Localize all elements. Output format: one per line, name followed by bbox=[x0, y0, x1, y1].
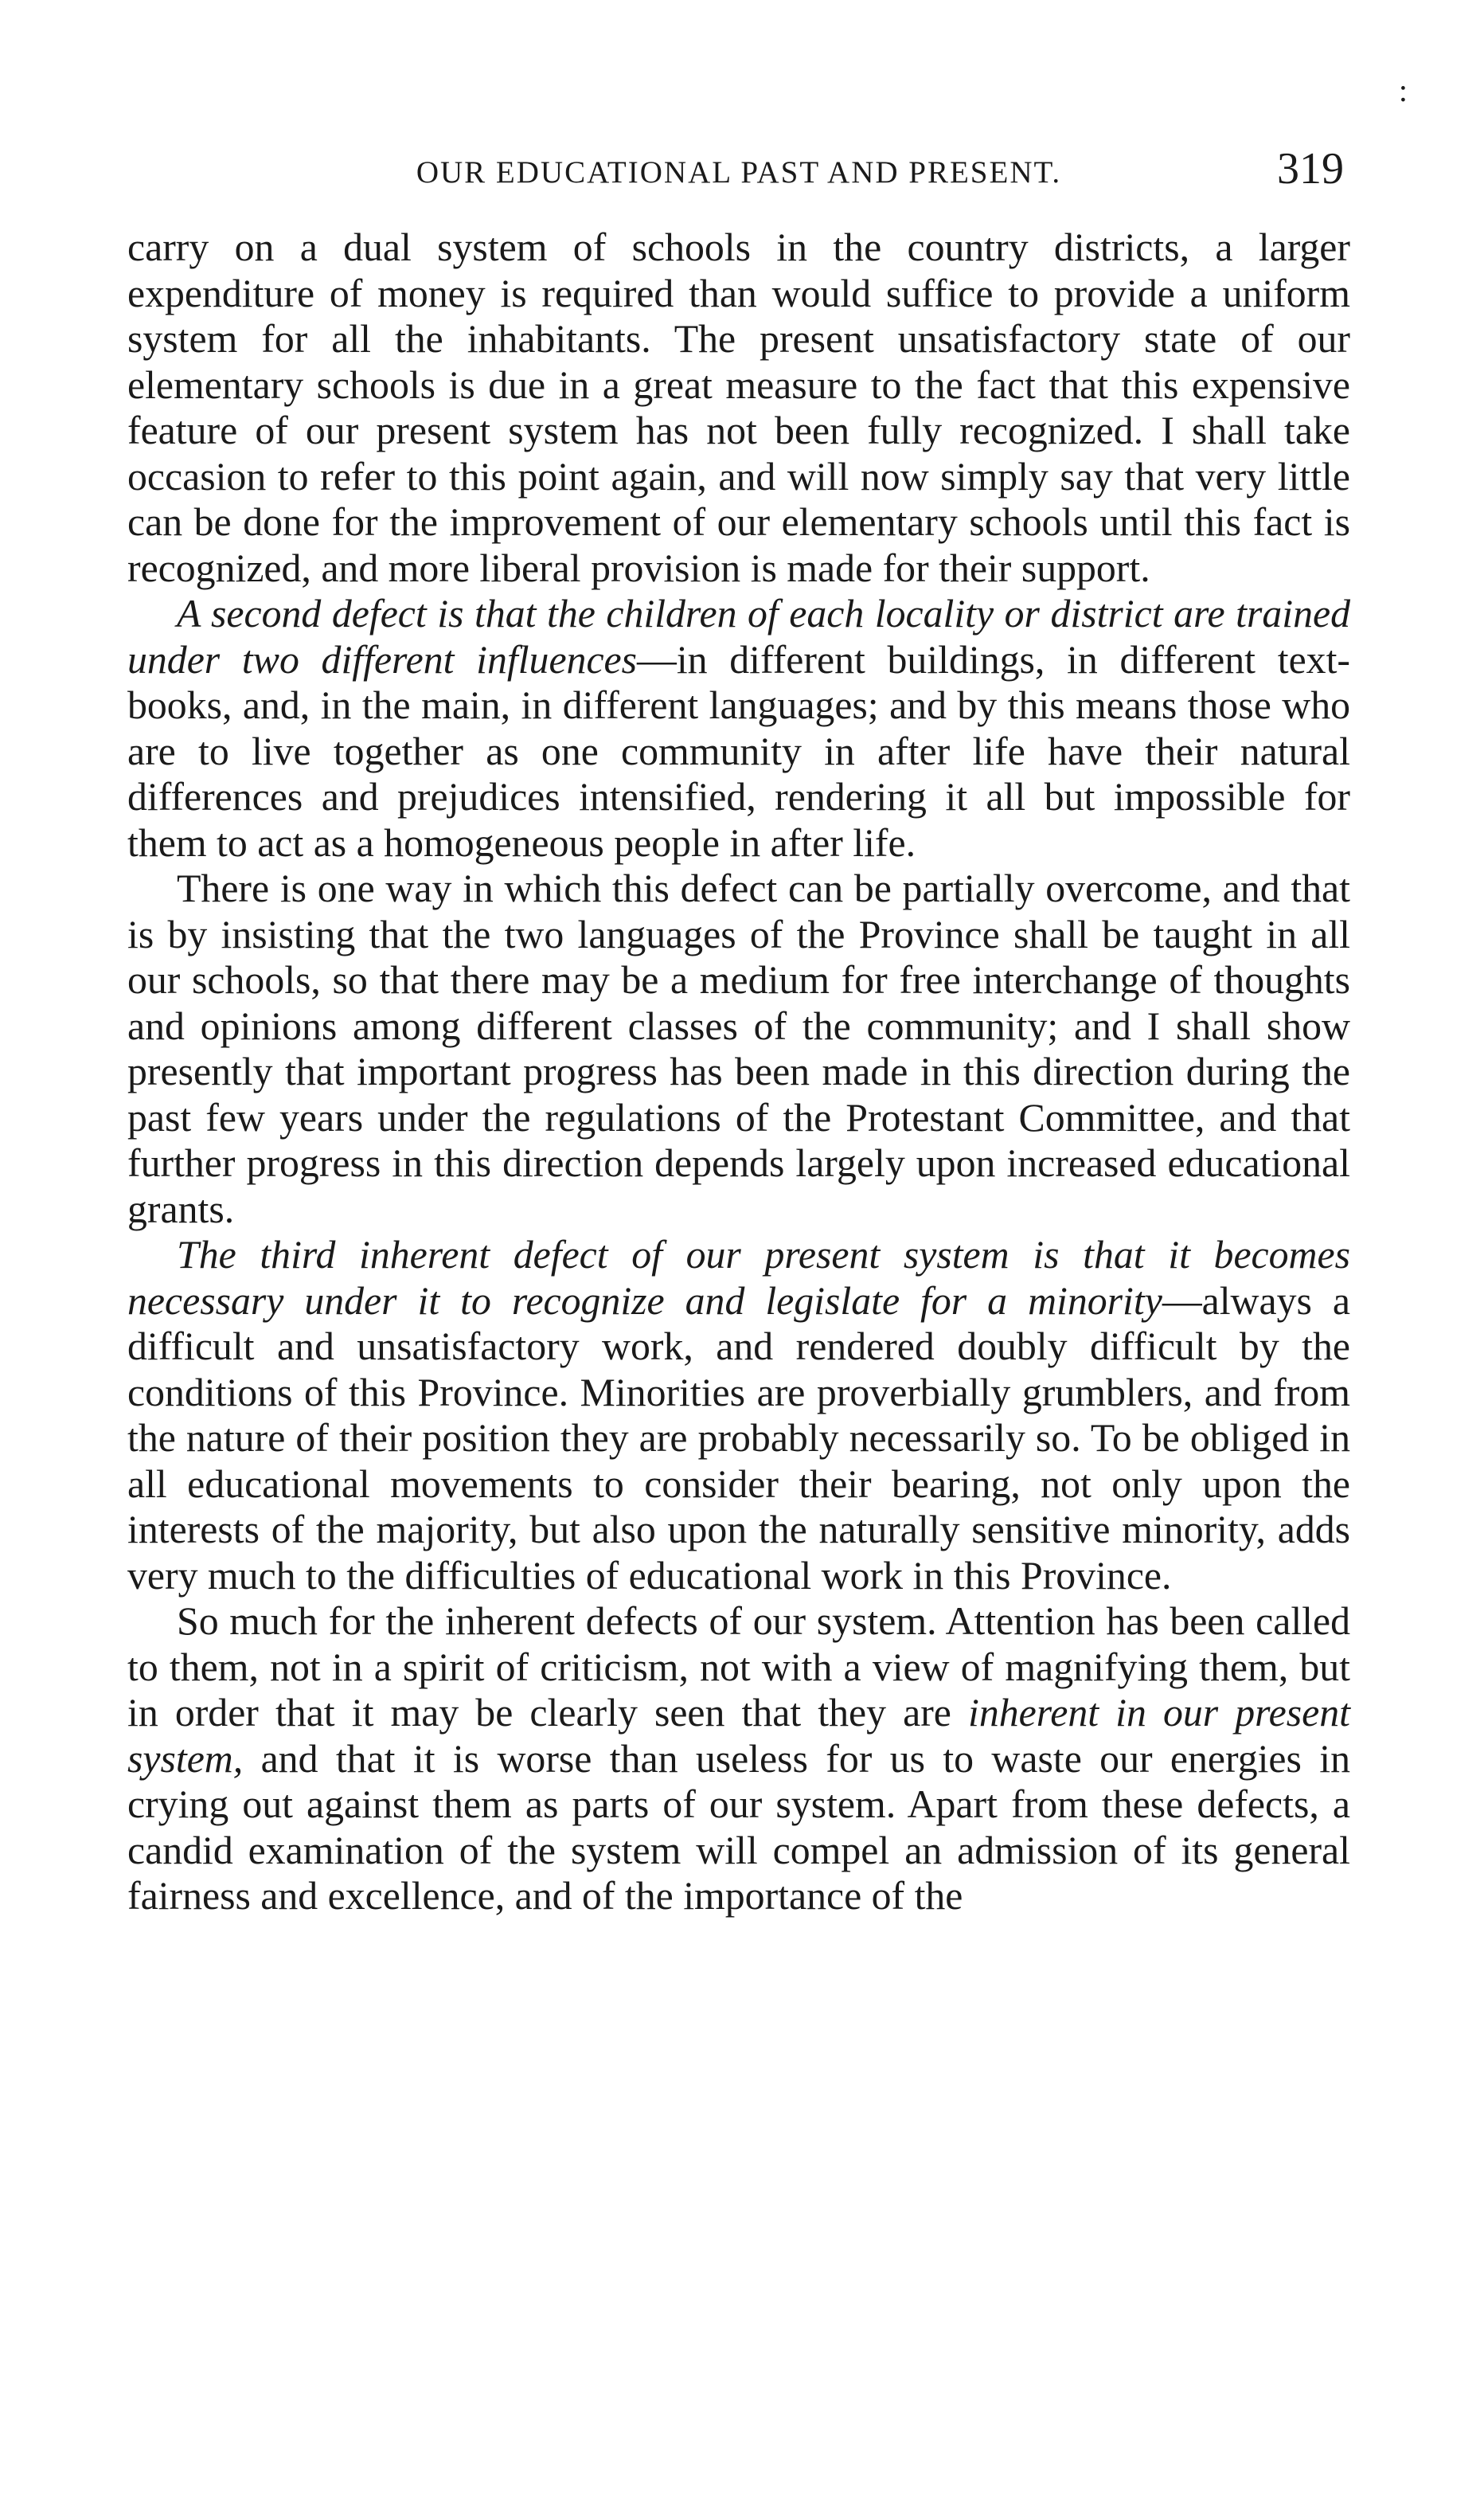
paragraph-text: So much for the inherent defects of our system. Attention has been called to them, not in a spirit of criticism, not with a view of magnifying them, but in order that it may be clearly seen that they are bbox=[127, 1599, 1350, 1735]
paragraph-second-defect bbox=[127, 591, 1350, 866]
running-title: OUR EDUCATIONAL PAST AND PRESENT. bbox=[416, 155, 1062, 190]
paragraph-continuation bbox=[127, 225, 1350, 591]
paragraph-text: carry on a dual system of schools in the country districts, a larger expenditure of money is required than would suffice to provide a uniform system for all the inhabitants. The present unsatisfactory state of our elementary schools is due in a great measure to the fact that this expensive feature of our present system has not been fully recognized. I shall take occasion to refer to this point again, and will now simply say that very little can be done for the improvement of our elementary schools until this fact is recognized, and more liberal provision is made for their support. bbox=[127, 225, 1350, 590]
italic-phrase: A second defect is that the children of each locality or district are trained under two different influences bbox=[127, 592, 1350, 682]
paragraph-text: and that it is worse than useless for us to waste our energies in crying out against them as parts of our system. Apart from these defects, a candid examination of the system will compel an admission of its general fairness and excellence, and of the importance of the bbox=[127, 1736, 1350, 1918]
paragraph-text: —always a difficult and unsatisfactory work, and rendered doubly difficult by the conditions of this Province. Minorities are proverbially grumblers, and from the nature of their position they are probably necessarily so. To be obliged in all educational movements to consider their bearing, not only upon the interests of the majority, but also upon the naturally sensitive minority, adds very much to the difficulties of educational work in this Province. bbox=[127, 1278, 1350, 1598]
running-head bbox=[127, 140, 1350, 198]
page-number: 319 bbox=[1277, 144, 1344, 194]
paragraph-text: —in different buildings, in different text-books, and, in the main, in different languages; and by this means those who are to live together as one community in after life have their natural differences and prejudices intensified, rendering it all but impossible for them to act as a homogeneous people in after life. bbox=[127, 637, 1350, 865]
paragraph-third-defect bbox=[127, 1232, 1350, 1598]
paragraph-text: There is one way in which this defect can be partially overcome, and that is by insisting that the two languages of the Province shall be taught in all our schools, so that there may be a medium for free interchange of thoughts and opinions among different classes of the community; and I shall show presently that important progress has been made in this direction during the past few years under the regulations of the Protestant Committee, and that further progress in this direction depends largely upon increased educational grants. bbox=[127, 866, 1350, 1231]
margin-mark: : bbox=[1398, 72, 1408, 108]
paragraph-summary bbox=[127, 1598, 1350, 1919]
italic-phrase: The third inherent defect of our present system is that it becomes necessary under it to recognize and legislate for a minority bbox=[127, 1233, 1350, 1323]
paragraph-languages bbox=[127, 866, 1350, 1232]
italic-phrase: inherent in our present system, bbox=[127, 1691, 1351, 1781]
book-page bbox=[127, 140, 1350, 1919]
body-text bbox=[127, 225, 1350, 1919]
